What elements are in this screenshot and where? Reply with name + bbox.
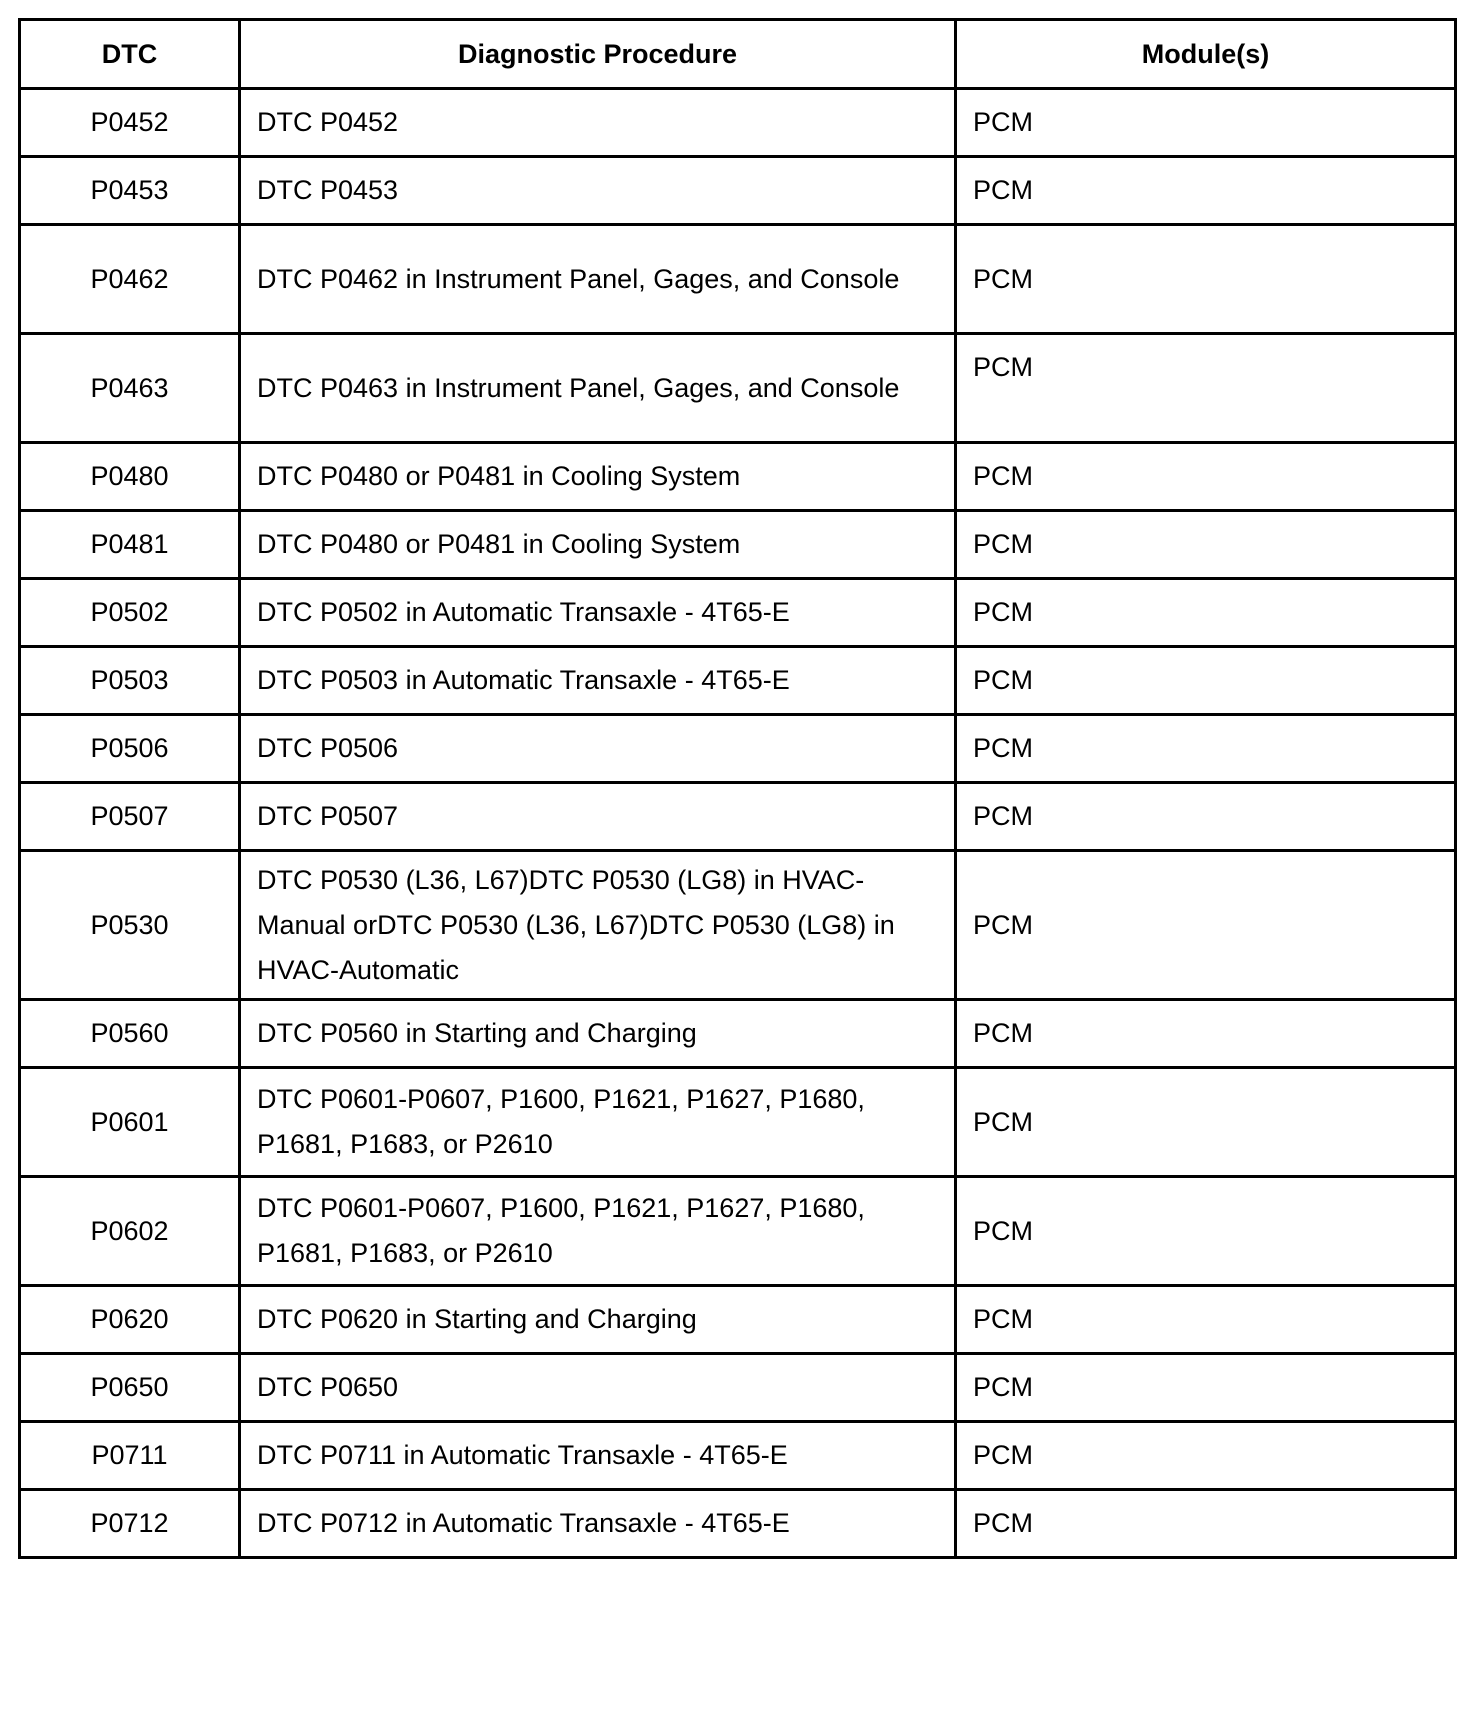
module-cell: PCM (956, 1286, 1456, 1354)
dtc-cell: P0650 (20, 1354, 240, 1422)
dtc-cell: P0463 (20, 334, 240, 443)
procedure-cell: DTC P0462 in Instrument Panel, Gages, and Console (240, 225, 956, 334)
procedure-cell: DTC P0712 in Automatic Transaxle - 4T65-E (240, 1490, 956, 1558)
table-row (20, 1286, 1456, 1354)
dtc-cell: P0560 (20, 1000, 240, 1068)
module-cell: PCM (956, 1177, 1456, 1286)
module-cell: PCM (956, 1000, 1456, 1068)
procedure-cell: DTC P0711 in Automatic Transaxle - 4T65-E (240, 1422, 956, 1490)
dtc-cell: P0506 (20, 715, 240, 783)
dtc-cell: P0530 (20, 851, 240, 1000)
header-row (20, 20, 1456, 89)
dtc-table (18, 18, 1457, 1559)
module-cell: PCM (956, 1068, 1456, 1177)
module-cell: PCM (956, 1422, 1456, 1490)
dtc-cell: P0480 (20, 443, 240, 511)
module-cell: PCM (956, 715, 1456, 783)
dtc-cell: P0712 (20, 1490, 240, 1558)
header-diagnostic-procedure: Diagnostic Procedure (240, 20, 956, 89)
dtc-cell: P0453 (20, 157, 240, 225)
module-cell: PCM (956, 579, 1456, 647)
table-row (20, 783, 1456, 851)
module-cell: PCM (956, 511, 1456, 579)
table-row (20, 1490, 1456, 1558)
procedure-cell: DTC P0620 in Starting and Charging (240, 1286, 956, 1354)
procedure-cell: DTC P0560 in Starting and Charging (240, 1000, 956, 1068)
table-row (20, 1177, 1456, 1286)
procedure-cell: DTC P0480 or P0481 in Cooling System (240, 443, 956, 511)
procedure-cell: DTC P0452 (240, 89, 956, 157)
dtc-cell: P0462 (20, 225, 240, 334)
procedure-cell: DTC P0453 (240, 157, 956, 225)
dtc-cell: P0601 (20, 1068, 240, 1177)
procedure-cell: DTC P0507 (240, 783, 956, 851)
procedure-cell: DTC P0601-P0607, P1600, P1621, P1627, P1680, P1681, P1683, or P2610 (240, 1177, 956, 1286)
table-row (20, 443, 1456, 511)
table-row (20, 1422, 1456, 1490)
dtc-cell: P0507 (20, 783, 240, 851)
procedure-cell: DTC P0530 (L36, L67)DTC P0530 (LG8) in HVAC-Manual orDTC P0530 (L36, L67)DTC P0530 (LG8) in HVAC-Automatic (240, 851, 956, 1000)
dtc-cell: P0481 (20, 511, 240, 579)
table-row (20, 157, 1456, 225)
procedure-cell: DTC P0503 in Automatic Transaxle - 4T65-E (240, 647, 956, 715)
procedure-cell: DTC P0463 in Instrument Panel, Gages, and Console (240, 334, 956, 443)
procedure-cell: DTC P0601-P0607, P1600, P1621, P1627, P1680, P1681, P1683, or P2610 (240, 1068, 956, 1177)
module-cell: PCM (956, 647, 1456, 715)
module-cell: PCM (956, 1490, 1456, 1558)
module-cell: PCM (956, 225, 1456, 334)
procedure-cell: DTC P0502 in Automatic Transaxle - 4T65-E (240, 579, 956, 647)
dtc-cell: P0711 (20, 1422, 240, 1490)
table-row (20, 579, 1456, 647)
table-row (20, 715, 1456, 783)
module-cell: PCM (956, 783, 1456, 851)
table-row (20, 334, 1456, 443)
table-row (20, 1354, 1456, 1422)
table-row (20, 89, 1456, 157)
table-row (20, 647, 1456, 715)
module-cell: PCM (956, 443, 1456, 511)
dtc-cell: P0502 (20, 579, 240, 647)
procedure-cell: DTC P0506 (240, 715, 956, 783)
dtc-cell: P0452 (20, 89, 240, 157)
dtc-cell: P0602 (20, 1177, 240, 1286)
table-row (20, 851, 1456, 1000)
module-cell: PCM (956, 157, 1456, 225)
dtc-cell: P0620 (20, 1286, 240, 1354)
procedure-cell: DTC P0650 (240, 1354, 956, 1422)
header-dtc: DTC (20, 20, 240, 89)
dtc-cell: P0503 (20, 647, 240, 715)
module-cell: PCM (956, 1354, 1456, 1422)
table-row (20, 511, 1456, 579)
module-cell: PCM (956, 334, 1456, 443)
table-row (20, 225, 1456, 334)
procedure-cell: DTC P0480 or P0481 in Cooling System (240, 511, 956, 579)
module-cell: PCM (956, 851, 1456, 1000)
table-row (20, 1068, 1456, 1177)
table-row (20, 1000, 1456, 1068)
module-cell: PCM (956, 89, 1456, 157)
header-modules: Module(s) (956, 20, 1456, 89)
